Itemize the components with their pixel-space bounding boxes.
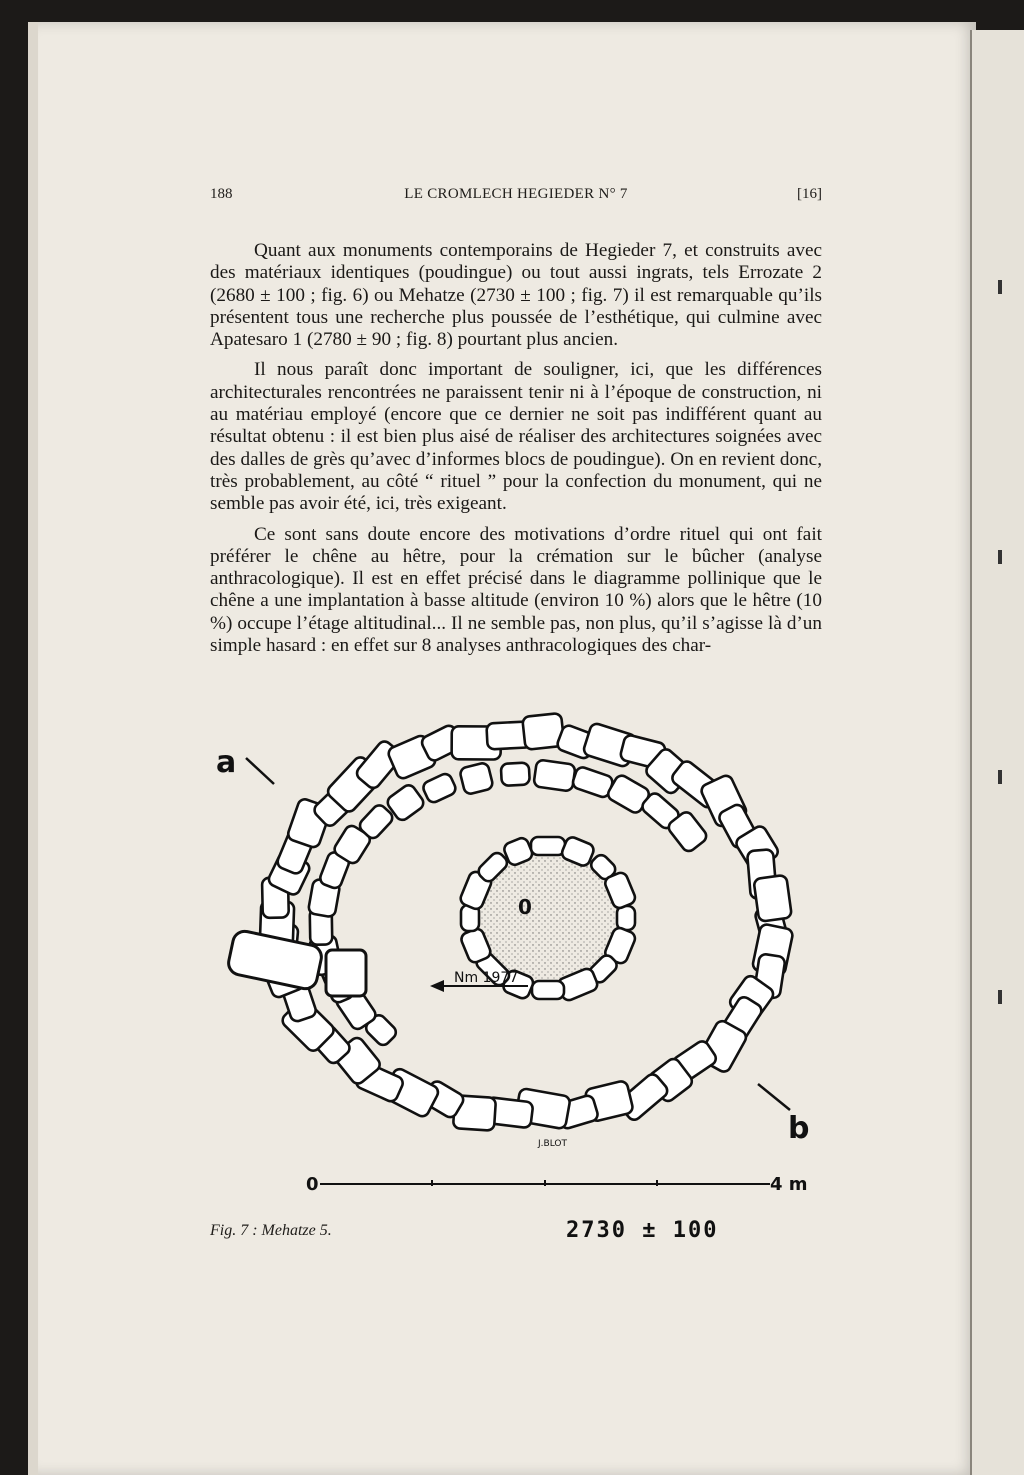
paragraph-1: Quant aux monuments contemporains de Hegieder 7, et construits avec des matériaux identiques (poudingue) ou tout aussi ingrats, tels Errozate 2 (2680 ± 100 ; fig. 6) ou Mehatze (2730 ± 100 ; fig. 7) il est remarquable qu’ils présentent tous une recherche plus poussée de l’esthétique, qui culmine avec Apatesaro 1 (2780 ± 90 ; fig. 8) pourtant plus ancien.	[210, 240, 822, 351]
facing-page-mark	[998, 280, 1002, 294]
section-reference: [16]	[797, 186, 822, 202]
cromlech-plan-figure	[208, 686, 830, 1206]
facing-page-edge	[970, 30, 1024, 1475]
cromlech-plan-drawing	[208, 686, 830, 1206]
pointer-a	[246, 758, 274, 784]
facing-page-mark	[998, 770, 1002, 784]
draughtsman-signature: J.BLOT	[538, 1139, 567, 1149]
facing-page-mark	[998, 990, 1002, 1004]
label-b: b	[788, 1111, 810, 1146]
stone-block	[531, 837, 565, 855]
radiocarbon-date-stamp: 2730 ± 100	[566, 1218, 719, 1243]
body-text	[210, 240, 822, 665]
facing-page-mark	[998, 550, 1002, 564]
page-number: 188	[210, 186, 233, 202]
stone-block	[501, 762, 530, 785]
paragraph-2: Il nous paraît donc important de souligner, ici, que les différences architecturales rencontrées ne paraissent tenir ni à l’époque de construction, ni au matériau employé (encore que ce dernier ne soit pas indifférent quant au résultat obtenu : il est bien plus aisé de réaliser des architectures soignées avec des dalles de grès qu’avec d’informes blocs de poudingue). On en revient donc, très probablement, au côté “ rituel ” pour la confection du monument, qui ne semble pas avoir été, ici, très exigeant.	[210, 359, 822, 515]
stone-block	[753, 875, 792, 922]
running-title: LE CROMLECH HEGIEDER N° 7	[404, 186, 628, 202]
figure-caption: Fig. 7 : Mehatze 5.	[210, 1222, 332, 1239]
scale-start: 0	[306, 1174, 319, 1195]
center-marker: 0	[518, 895, 532, 919]
page-stack-edge	[28, 22, 38, 1475]
scale-end: 4 m	[770, 1174, 808, 1195]
stone-block	[459, 762, 494, 795]
stone-block	[533, 759, 575, 791]
stone-block	[617, 906, 635, 930]
stone-block	[532, 981, 564, 999]
stone-block	[421, 772, 457, 805]
label-a: a	[216, 745, 237, 780]
pointer-b	[758, 1084, 790, 1110]
paragraph-3: Ce sont sans doute encore des motivations d’ordre rituel qui ont fait préférer le chêne au hêtre, pour la crémation sur le bûcher (analyse anthracologique). Il est en effet précisé dans le diagramme pollinique que le chêne a une implantation à basse altitude (environ 10 %) alors que le hêtre (10 %) occupe l’étage altitudinal... Il ne semble pas, non plus, qu’il s’agisse là d’un simple hasard : en effet sur 8 analyses anthracologiques des char-	[210, 523, 822, 657]
scale-bar	[320, 1180, 770, 1186]
north-label: Nm 1977	[454, 970, 519, 986]
